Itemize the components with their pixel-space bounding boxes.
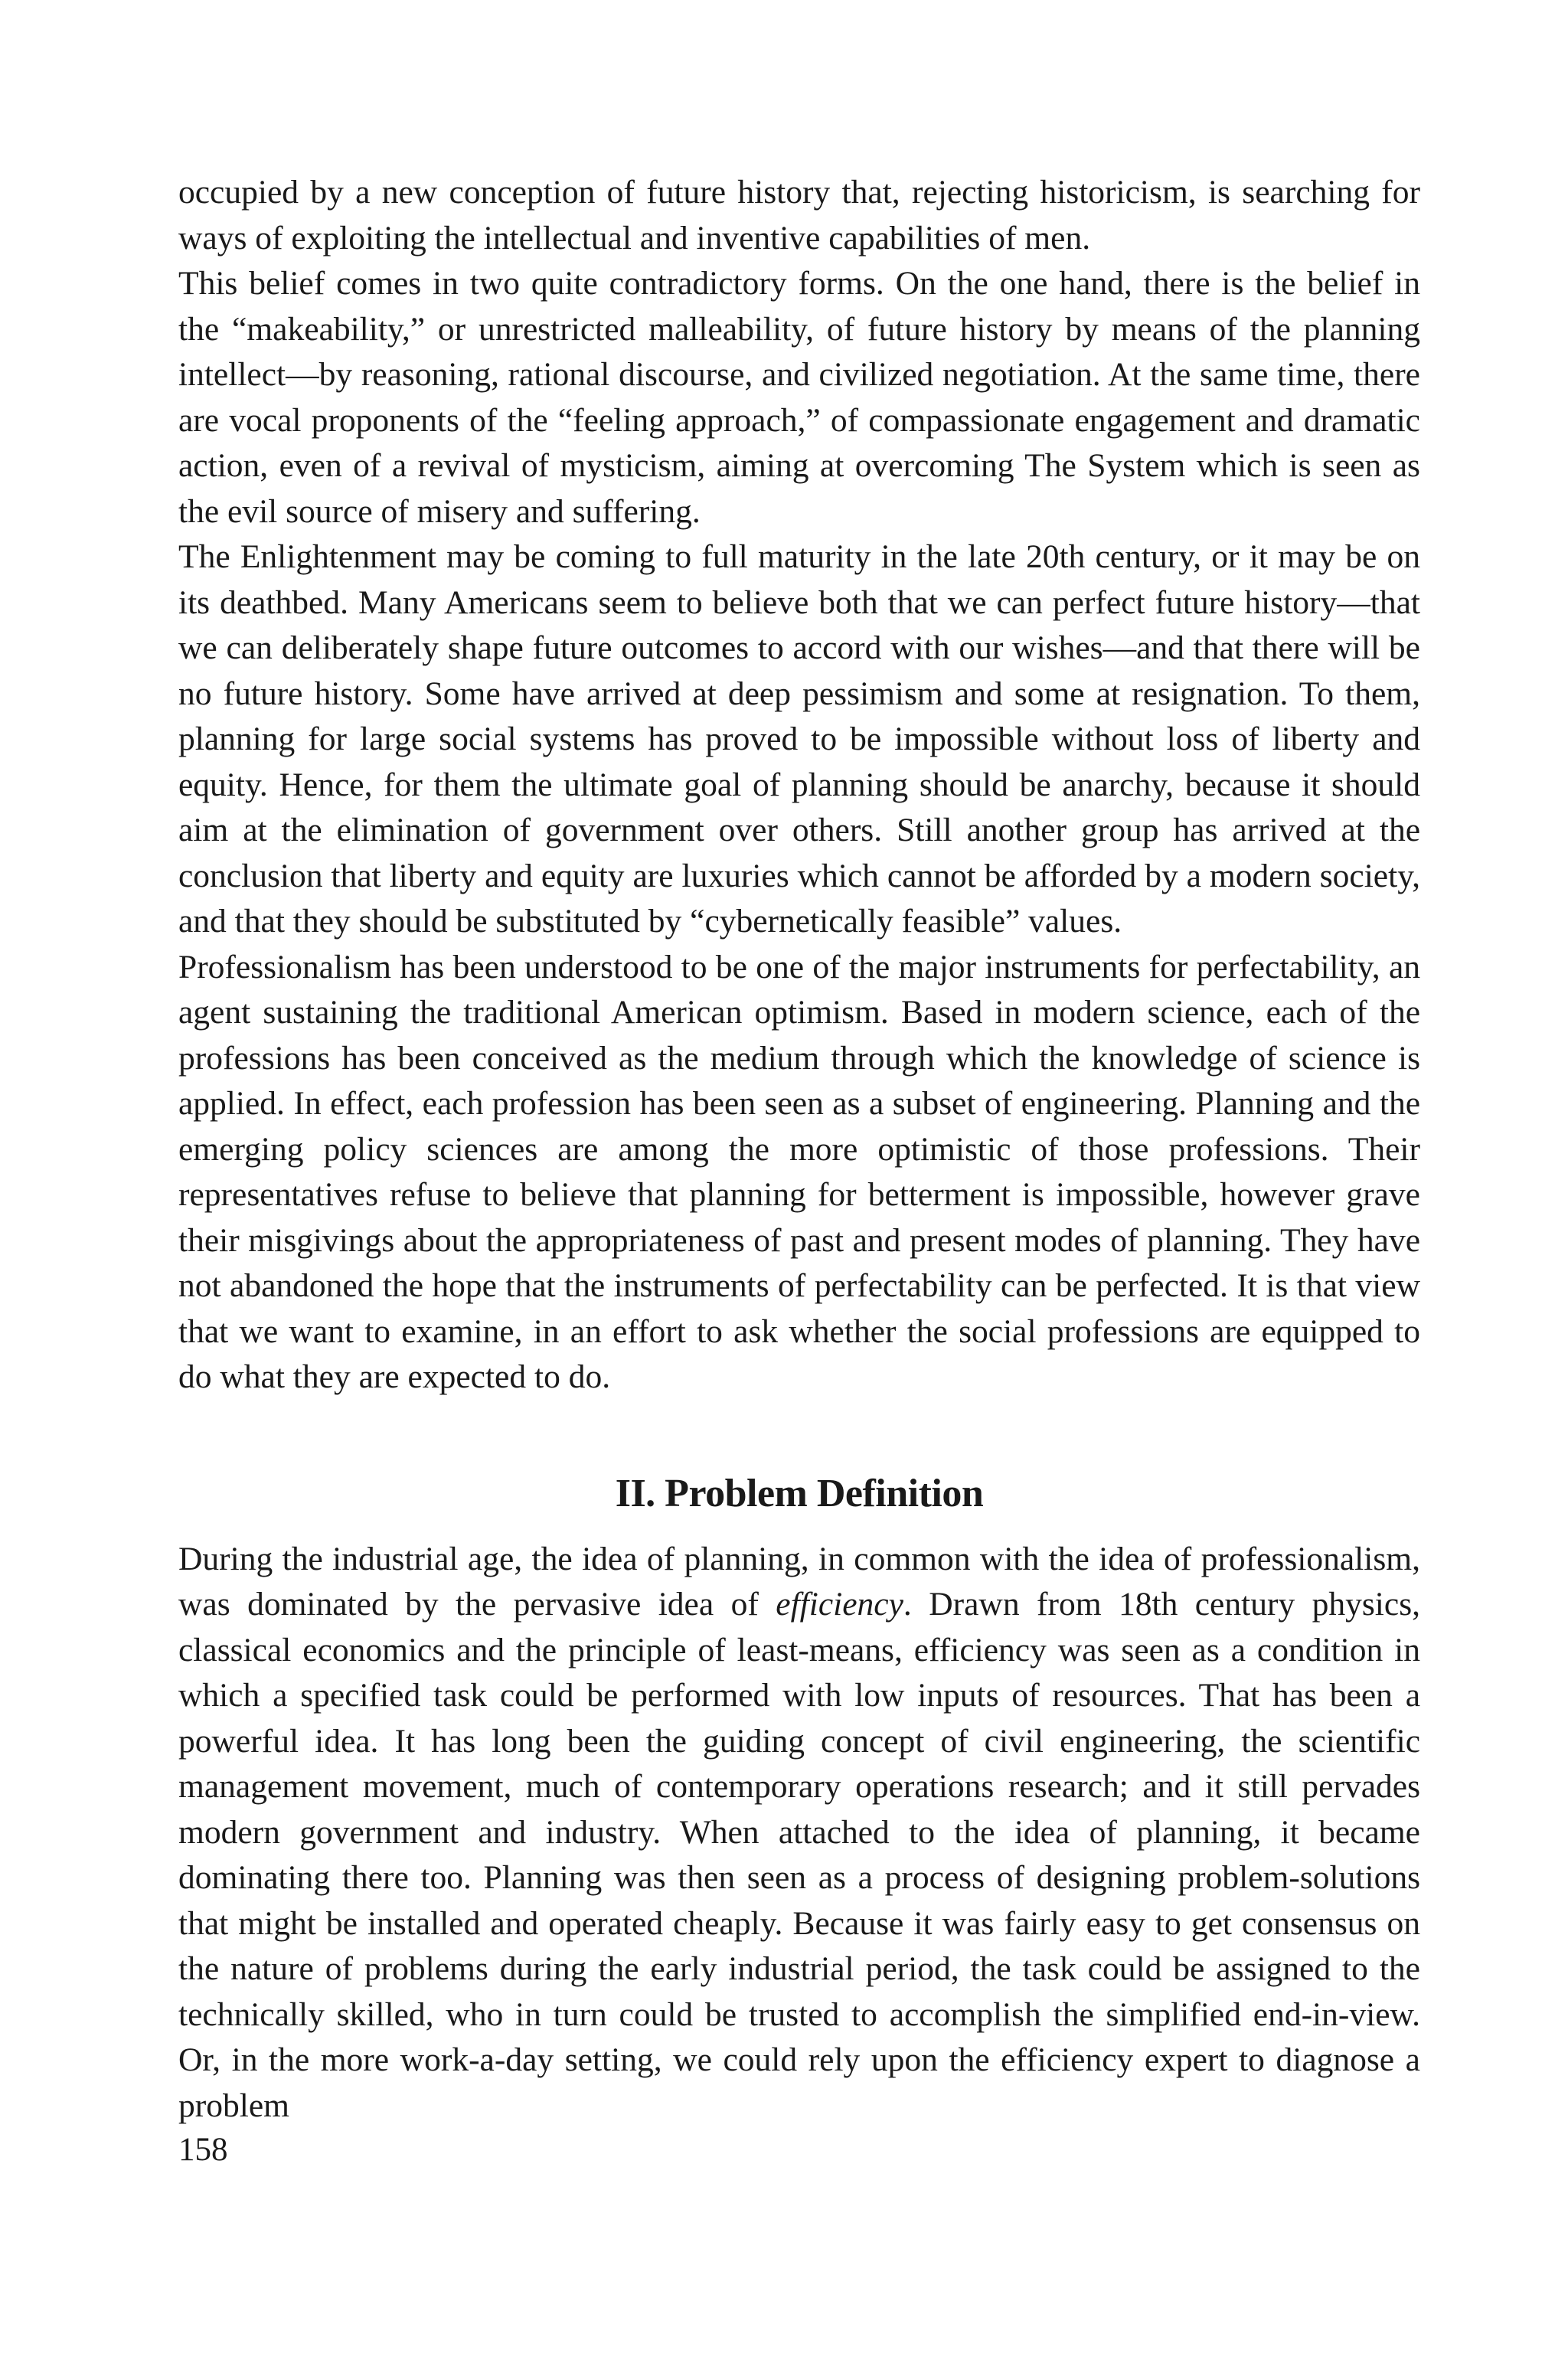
paragraph-text-rest: . Drawn from 18th century physics, classical economics and the principle of least-means, efficiency was seen as a condition in which a specified task could be performed with low inputs of resources. That has been a powerful idea. It has long been the guiding concept of civil engineering, the scientific management movement, much of contemporary operations research; and it still pervades modern government and industry. When attached to the idea of planning, it became dominating there too. Planning was then seen as a process of designing problem-solutions that might be installed and operated cheaply. Because it was fairly easy to get consensus on the nature of problems during the early industrial period, the task could be assigned to the technically skilled, who in turn could be trusted to accomplish the simplified end-in-view. Or, in the more work-a-day setting, we could rely upon the efficiency expert to diagnose a problem [178, 1586, 1420, 2124]
emphasis-efficiency: efficiency [776, 1586, 903, 1623]
paragraph-text-start: During the industrial age, the idea of planning, in common with the idea of professionalism, was dominated by the pervasive idea of [178, 1540, 1420, 1623]
paragraph-professionalism: Professionalism has been understood to be one of the major instruments for perfectability, an agent sustaining the traditional American optimism. Based in modern science, each of the professions has been conceived as the medium through which the knowledge of science is applied. In effect, each profession has been seen as a subset of engineering. Planning and the emerging policy sciences are among the more optimistic of those professions. Their representatives refuse to believe that planning for betterment is impossible, however grave their misgivings about the appropriateness of past and present modes of planning. They have not abandoned the hope that the instruments of perfectability can be perfected. It is that view that we want to examine, in an effort to ask whether the social professions are equipped to do what they are expected to do. [178, 948, 1420, 1395]
page-number: 158 [178, 2132, 228, 2168]
section-heading: II. Problem Definition [615, 1471, 984, 1515]
paragraph-belief-forms: This belief comes in two quite contradictory forms. On the one hand, there is the belief in the “makeability,” or unrestricted malleability, of future history by means of the planning intellect—by reasoning, rational discourse, and civilized negotiation. At the same time, there are vocal proponents of the “feeling approach,” of compassionate engagement and dramatic action, even of a revival of mysticism, aiming at overcoming The System which is seen as the evil source of misery and suffering. [178, 265, 1420, 530]
paragraph-enlightenment: The Enlightenment may be coming to full maturity in the late 20th century, or it may be on its deathbed. Many Americans seem to believe both that we can perfect future history—that we can deliberately shape future outcomes to accord with our wishes—and that there will be no future history. Some have arrived at deep pessimism and some at resignation. To them, planning for large social systems has proved to be impossible without loss of liberty and equity. Hence, for them the ultimate goal of planning should be anarchy, because it should aim at the elimination of government over others. Still another group has arrived at the conclusion that liberty and equity are luxuries which cannot be afforded by a modern society, and that they should be substituted by “cybernetically feasible” values. [178, 538, 1420, 940]
text-column [178, 170, 1420, 2129]
paragraph-problem-definition [178, 1537, 1420, 2129]
paragraph-continuation: occupied by a new conception of future history that, rejecting historicism, is searching for ways of exploiting the intellectual and inventive capabilities of men. [178, 174, 1420, 257]
